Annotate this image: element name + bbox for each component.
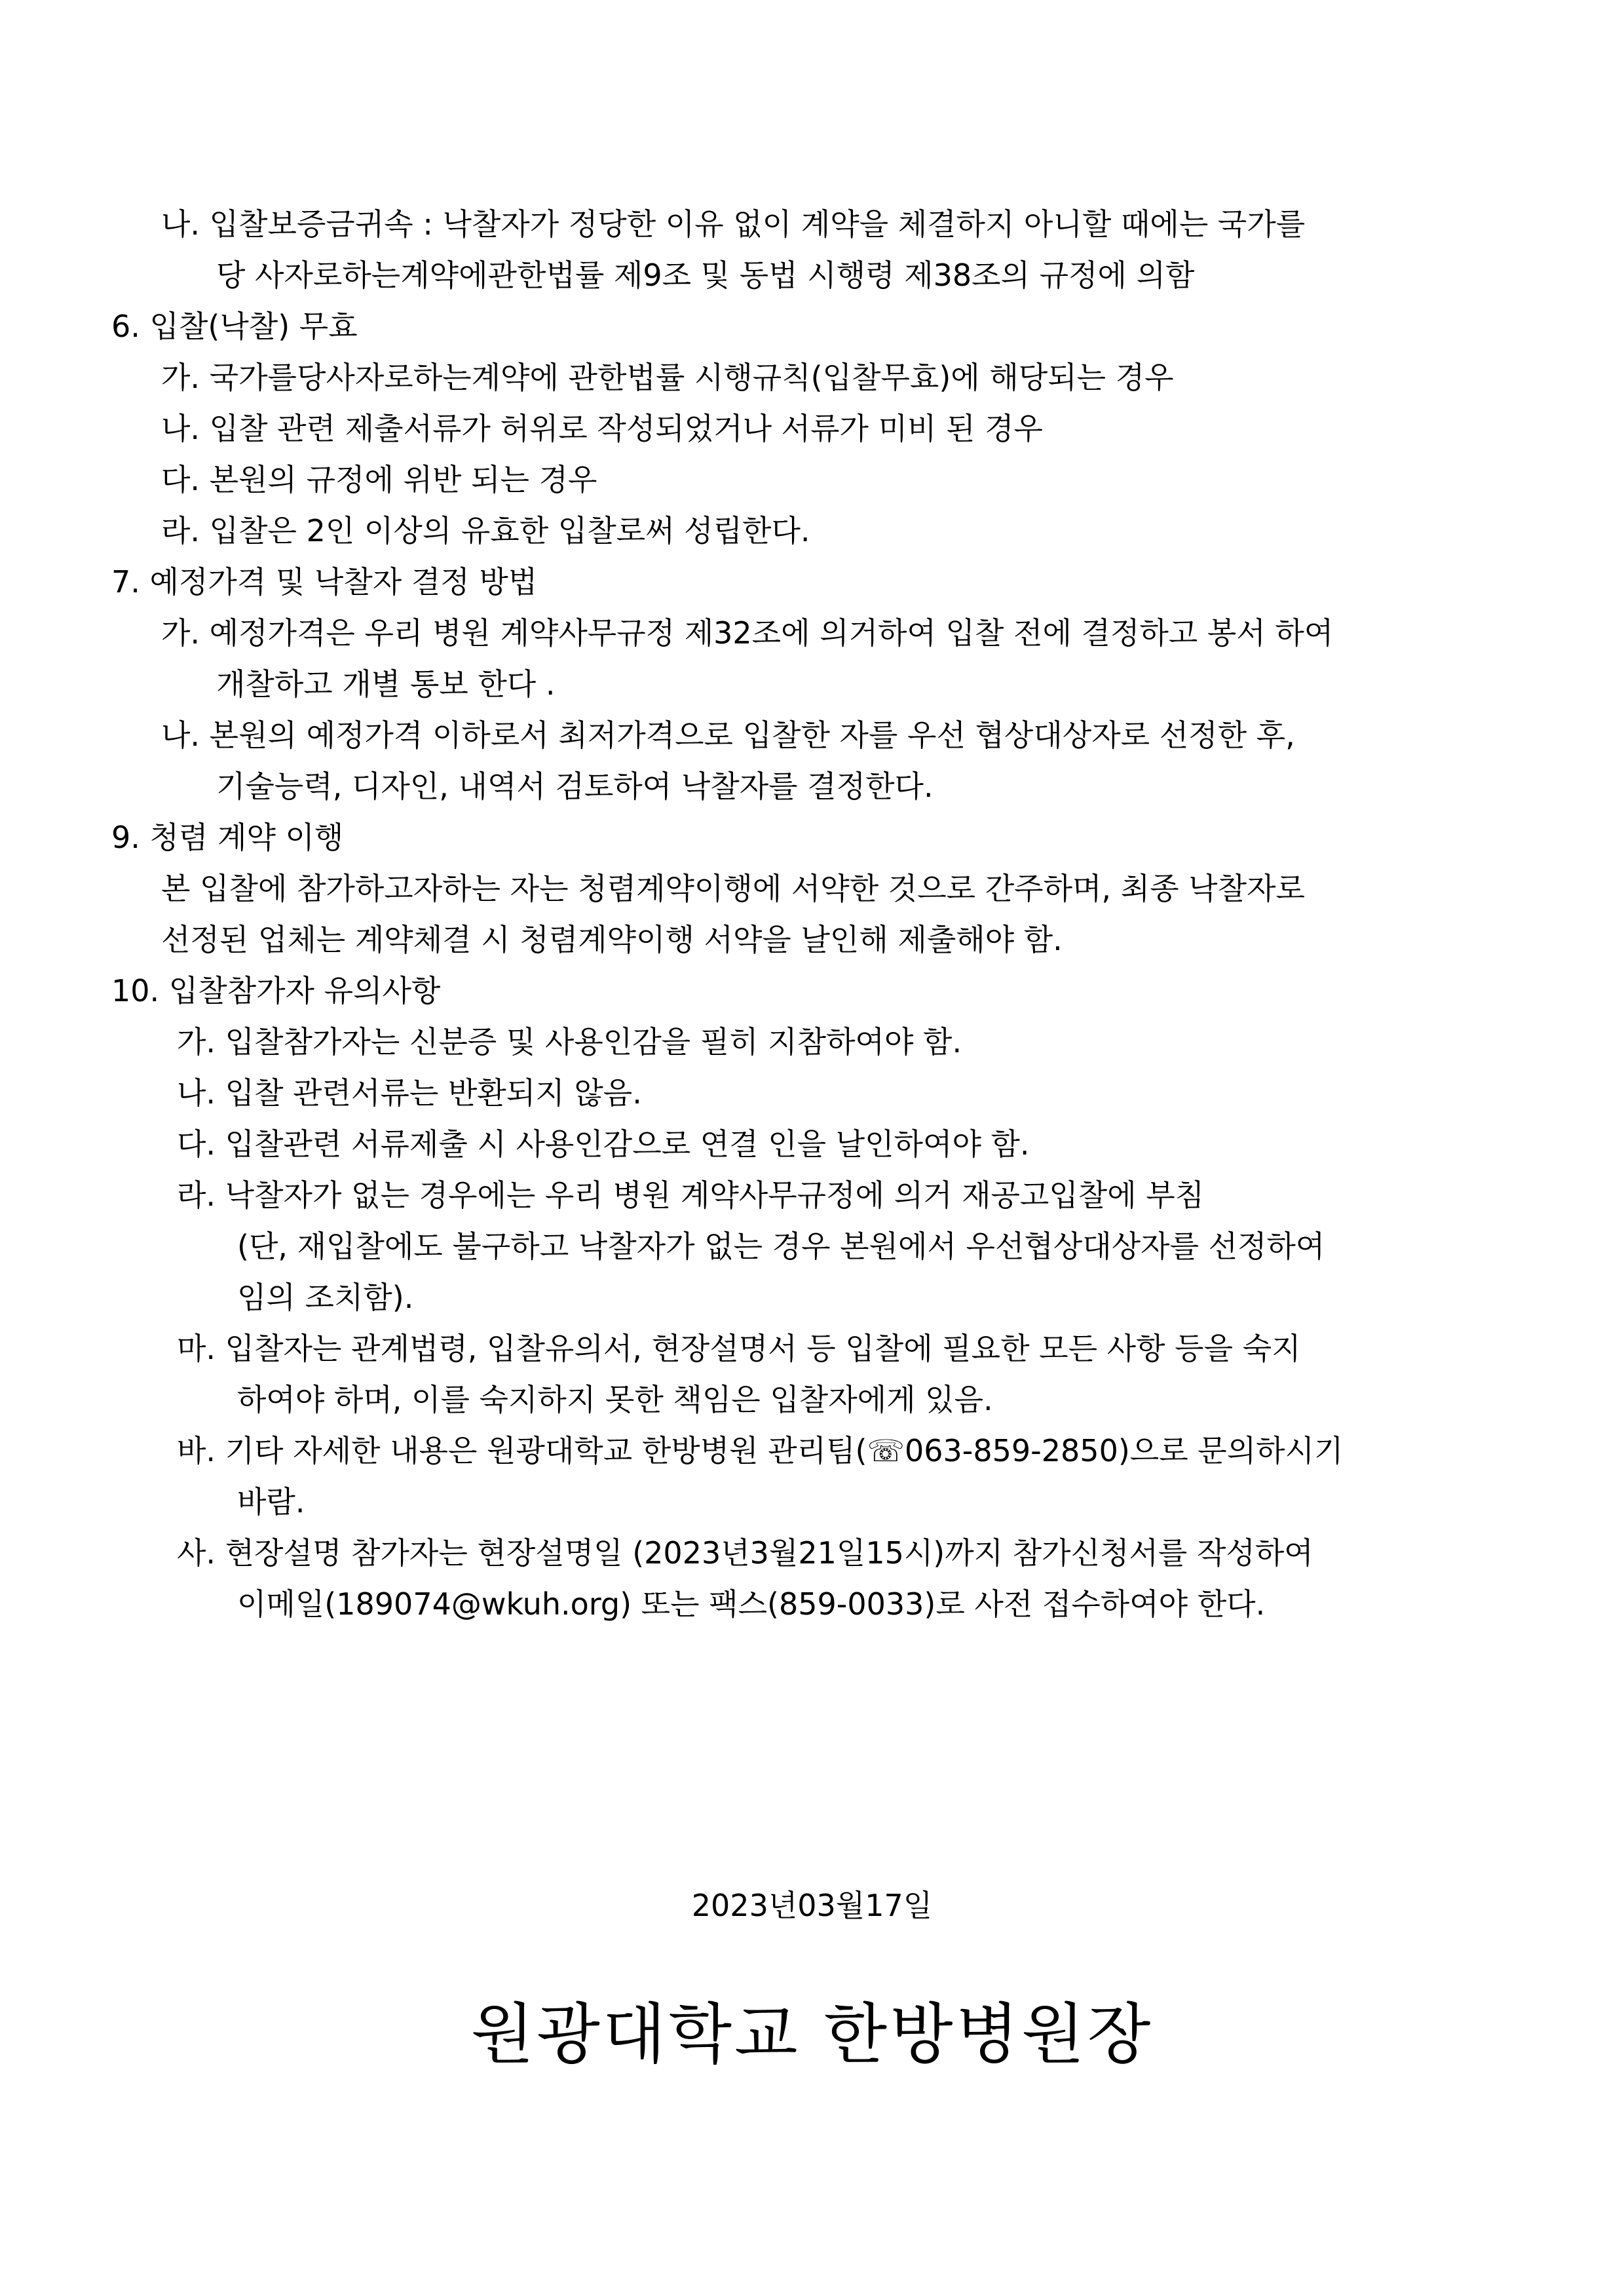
section-10-item-ma-cont: 하여야 하며, 이를 숙지하지 못한 책임은 입찰자에게 있음. bbox=[237, 1382, 993, 1417]
clause-na-bid-bond-cont: 당 사자로하는계약에관한법률 제9조 및 동법 시행령 제38조의 규정에 의함 bbox=[216, 258, 1195, 293]
section-10-item-ma: 마. 입찰자는 관계법령, 입찰유의서, 현장설명서 등 입찰에 필요한 모든 사항 등을 숙지 bbox=[177, 1331, 1301, 1366]
section-7-item-ga: 가. 예정가격은 우리 병원 계약사무규정 제32조에 의거하여 입찰 전에 결정하고 봉서 하여 bbox=[161, 615, 1334, 651]
section-10-item-ba: 바. 기타 자세한 내용은 원광대학교 한방병원 관리팀(☏063-859-2850)으로 문의하시기 bbox=[177, 1433, 1344, 1468]
section-10-item-ra-cont-2: 임의 조치함). bbox=[237, 1280, 414, 1315]
section-10-heading: 10. 입찰참가자 유의사항 bbox=[111, 973, 441, 1008]
section-6-item-ga: 가. 국가를당사자로하는계약에 관한법률 시행규칙(입찰무효)에 해당되는 경우 bbox=[161, 360, 1174, 395]
section-6-item-ra: 라. 입찰은 2인 이상의 유효한 입찰로써 성립한다. bbox=[161, 513, 810, 548]
clause-na-bid-bond: 나. 입찰보증금귀속 : 낙찰자가 정당한 이유 없이 계약을 체결하지 아니할 때에는 국가를 bbox=[161, 206, 1306, 242]
document-date: 2023년03월17일 bbox=[691, 1888, 933, 1923]
section-10-item-sa-cont: 이메일(189074@wkuh.org) 또는 팩스(859-0033)로 사전 접수하여야 한다. bbox=[237, 1586, 1266, 1622]
section-6-item-na: 나. 입찰 관련 제출서류가 허위로 작성되었거나 서류가 미비 된 경우 bbox=[161, 411, 1043, 446]
signer-name: 원광대학교 한방병원장 bbox=[470, 1996, 1154, 2073]
section-7-heading: 7. 예정가격 및 낙찰자 결정 방법 bbox=[111, 564, 538, 600]
section-10-item-ga: 가. 입찰참가자는 신분증 및 사용인감을 필히 지참하여야 함. bbox=[177, 1024, 962, 1060]
section-7-item-na: 나. 본원의 예정가격 이하로서 최저가격으로 입찰한 자를 우선 협상대상자로 선정한 후, bbox=[161, 718, 1295, 753]
section-7-item-ga-cont: 개찰하고 개별 통보 한다 . bbox=[216, 666, 556, 702]
section-10-item-ba-cont: 바람. bbox=[237, 1484, 305, 1520]
section-10-item-sa: 사. 현장설명 참가자는 현장설명일 (2023년3월21일15시)까지 참가신청서를 작성하여 bbox=[177, 1535, 1313, 1571]
section-9-body: 본 입찰에 참가하고자하는 자는 청렴계약이행에 서약한 것으로 간주하며, 최종 낙찰자로 bbox=[161, 871, 1305, 906]
section-10-item-da: 다. 입찰관련 서류제출 시 사용인감으로 연결 인을 날인하여야 함. bbox=[177, 1126, 1030, 1162]
section-10-item-ra-cont: (단, 재입찰에도 불구하고 낙찰자가 없는 경우 본원에서 우선협상대상자를 선정하여 bbox=[237, 1229, 1325, 1264]
section-9-heading: 9. 청렴 계약 이행 bbox=[111, 820, 344, 855]
section-7-item-na-cont: 기술능력, 디자인, 내역서 검토하여 낙찰자를 결정한다. bbox=[216, 769, 934, 804]
section-9-body-cont: 선정된 업체는 계약체결 시 청렴계약이행 서약을 날인해 제출해야 함. bbox=[161, 922, 1063, 957]
section-6-heading: 6. 입찰(낙찰) 무효 bbox=[111, 309, 358, 344]
section-10-item-ra: 라. 낙찰자가 없는 경우에는 우리 병원 계약사무규정에 의거 재공고입찰에 부침 bbox=[177, 1177, 1205, 1213]
section-10-item-na: 나. 입찰 관련서류는 반환되지 않음. bbox=[177, 1075, 642, 1111]
section-6-item-da: 다. 본원의 규정에 위반 되는 경우 bbox=[161, 462, 597, 497]
